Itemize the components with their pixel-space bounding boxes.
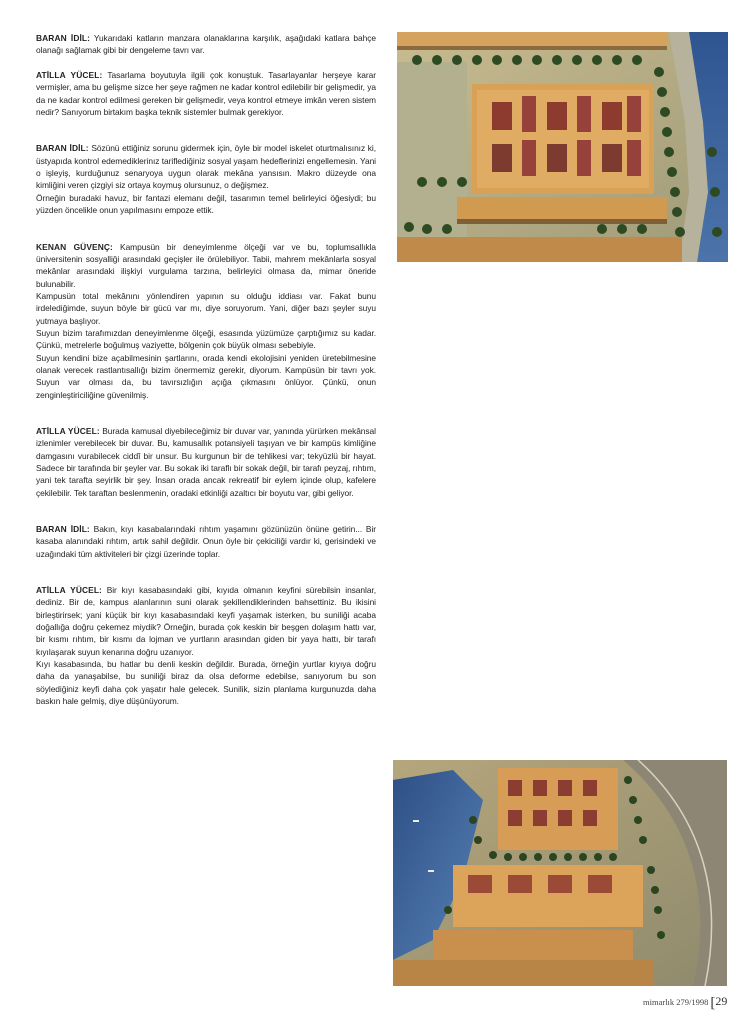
interview-block bbox=[36, 142, 376, 216]
speaker-name: KENAN GÜVENÇ: bbox=[36, 241, 113, 252]
interview-block bbox=[36, 523, 376, 560]
paragraph: Örneğin buradaki havuz, bir fantazi elemanı değil, tasarımın temel belirleyici öğesiydi; bu yüzden öncelikle onun yapılmasını empoze ettik. bbox=[36, 192, 376, 216]
paragraph: Tasarlama boyutuyla ilgili çok konuştuk. Tasarlayanlar herşeye karar vermişler, ama bu gelişme sizce her şeye rağmen ne kadar kontrol edilebilir bir gelişmedir, ya da ne kadar kontrol edilmesi gereken bir gelişmedir, veya kontrol etmeye imkân veren sistem nedir? Sanıyorum birtakım başka teknik sistemler bulmak gerekiyor. bbox=[36, 70, 376, 118]
interview-block bbox=[36, 241, 376, 401]
speaker-name: BARAN İDİL: bbox=[36, 33, 91, 43]
speaker-name: ATİLLA YÜCEL: bbox=[36, 425, 100, 436]
campus-model-photo-bottom bbox=[393, 760, 727, 986]
interview-block bbox=[36, 32, 376, 57]
paragraph: Suyun bizim tarafımızdan deneyimlenme ölçeği, esasında yüzümüze çarptığımız su kadar. Çünkü, metrelerle boğulmuş vaziyette, bölgenin çok büyük olması sebebiyle. bbox=[36, 327, 376, 351]
campus-model-photo-top bbox=[397, 32, 728, 262]
interview-block bbox=[36, 425, 376, 499]
paragraph: Bakın, kıyı kasabalarındaki rıhtım yaşamını gözünüzün önüne getirin... Bir kasaba alanındaki rıhtım, artık sahil değildir. Onun öyle bir çekiciliği vardır ki, gerisindeki ve uzağındaki tüm aktiviteleri bir çizgi üzerinde toplar. bbox=[36, 524, 377, 559]
paragraph: Kıyı kasabasında, bu hatlar bu denli keskin değildir. Burada, örneğin yurtlar kıyıya doğru daha da yanaşabilse, bu suniliği biraz da olsa deforme edebilse, sanıyorum bu son söylediğiniz keyfi daha çok yaşatır hale gelecek. Sunilik, sizin planlama kurgunuzda daha baskın hale gelmiş, diye düşünüyorum. bbox=[36, 659, 376, 707]
interview-block bbox=[36, 584, 376, 707]
speaker-name: BARAN İDİL: bbox=[36, 524, 90, 535]
speaker-name: BARAN İDİL: bbox=[36, 143, 89, 154]
folio-bracket: [ bbox=[710, 995, 716, 1011]
paragraph: Suyun kendini bize açabilmesinin şartlarını, orada kendi ekolojisini yeniden üretebilmesine olanak verecek rastlantısallığı bizim önermemiz gerekir, diyorum. Kampüsün bir tavrı yok. Suyun var olması da, bu tavırsızlığın açığa çıkmasını önlüyor. Çünkü, onun zenginleştiriciliğine güvenilmiş. bbox=[36, 352, 376, 400]
interview-text-column bbox=[36, 32, 376, 720]
speaker-name: ATİLLA YÜCEL: bbox=[36, 585, 102, 596]
page-folio bbox=[643, 994, 727, 1012]
interview-block bbox=[36, 69, 376, 118]
speaker-name: ATİLLA YÜCEL: bbox=[36, 70, 103, 81]
paragraph: Yukarıdaki katların manzara olanaklarına karşılık, aşağıdaki katlara bahçe olanağı sağlamak gibi bir dengeleme tavrı var. bbox=[36, 33, 376, 56]
page-number: 29 bbox=[715, 994, 728, 1008]
paragraph: Sözünü ettiğiniz sorunu gidermek için, öyle bir model iskelet oturtmalısınız ki, üstyapıda kontrol edemediklerinız tariflediğiniz sosyal yaşam hedeflerinizi engellemesin. Yani o işleyiş, kurduğunuz senaryoya uygun olarak mekâna yansısın. Makro düzeyde ona kimliğini veren çizgiyi siz ortaya koymuş olursunuz, o değişmez. bbox=[36, 143, 376, 191]
paragraph: Bir kıyı kasabasındaki gibi, kıyıda olmanın keyfini sürebilsin insanlar, dediniz. Bir de, kampus alanlarının suni olarak şekillendiklerinden bahsettiniz. Bu ikisini birleştirirsek; yani küçük bir kıyı kasabasındaki keyfi yaşamak isterken, bu suniliği acaba doğallığa doğru çekemez miydik? Örneğin, burada çok keskin bir beşgen dolaşım hattı var, bir kısmı rıhtım, bir kısmı da lojman ve yurtların arasından giden bir yaya hattı, bir tarafı kıyılaşarak suyun kenarına doğru uzanıyor. bbox=[36, 585, 376, 657]
paragraph: Kampusün total mekânını yönlendiren yapının su olduğu iddiası var. Fakat bunu irdelediğimde, suyun böyle bir gücü var mı, diye soruyorum. Yani, diğer bazı şeyler suyu yutmaya başlıyor. bbox=[36, 290, 376, 326]
journal-issue: mimarlık 279/1998 bbox=[643, 997, 709, 1007]
paragraph: Burada kamusal diyebileceğimiz bir duvar var, yanında yürürken mekânsal izlenimler verebilecek bir duvar. Bu, kamusallık potansiyeli taşıyan ve bir kampüs kimliğine damgasını vurabilecek ciddî bir unsur. Bu kurgunun bir de tehlikesi var; tekyüzlü bir hayat. Sadece bir tarafında bir şeyler var. Bu sokak iki taraflı bir sokak değil, bir tarafı peyzaj, rıhtım, yani tek tarafta seyirlik bir şey. İnsan orada ancak rekreatif bir eylem içinde olup, kafelere çekilebilir. Tek taraftan beslenmenin, oradaki etkinliği azaltıcı bir boyutu var, gibi geliyor. bbox=[36, 425, 376, 498]
paragraph: Kampusün bir deneyimlenme ölçeği var ve bu, toplumsallıkla üniversitenin sosyalliği arasındaki geçişler ile örülebiliyor. Tabii, mahrem mekânlarla sosyal mekânlar arasındaki ilişkiyi vurgulama tarzına, belirleyici olmasa da, mimar öneride bulunabilir. bbox=[36, 241, 376, 289]
